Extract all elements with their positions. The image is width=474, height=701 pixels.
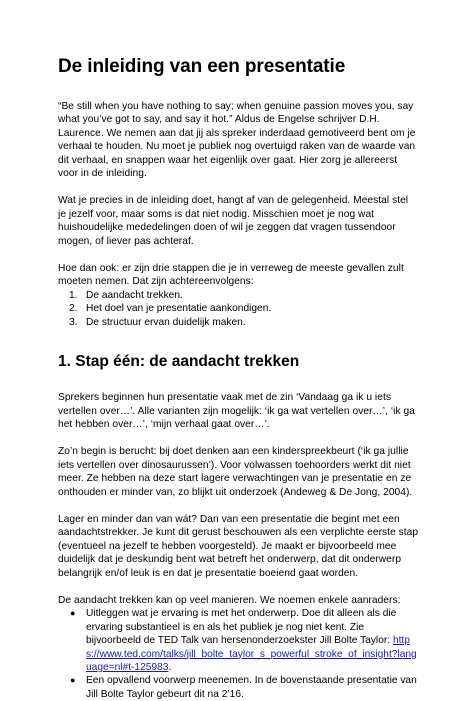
list-number: 2.: [69, 303, 78, 315]
ted-talk-link[interactable]: https://www.ted.com/talks/jill_bolte_taylor_s_powerful_stroke_of_insight?language=nl#t-125983: [86, 635, 417, 673]
page-title: De inleiding van een presentatie: [58, 56, 346, 77]
list-item: [58, 302, 419, 315]
list-item-text: De structuur ervan duidelijk maken.: [86, 316, 246, 328]
section-paragraph-2: Zo’n begin is berucht: bij doet denken aan een kinderspreekbeurt (‘ik ga jullie iets vertellen over dinosaurussen’). Voor volwassen toehoorders werkt dit niet meer. Ze hebben na deze start lagere verwachtingen van je presentatie en ze onthouden er minder van, zo blijkt uit onderzoek (Andeweg & De Jong, 2004).: [58, 446, 413, 498]
list-item-suffix: .: [168, 662, 172, 673]
intro-paragraph-2: Wat je precies in de inleiding doet, hangt af van de gelegenheid. Meestal stel je jezelf voor, maar soms is dat niet nodig. Misschien moet je nog wat huishoudelijke mededelingen doen of wil je zeggen dat vragen tussendoor mogen, of liever pas achteraf.: [58, 195, 409, 247]
list-item: [58, 289, 419, 302]
bullet-list: [58, 607, 419, 701]
intro-paragraph-3: Hoe dan ook: er zijn drie stappen die je in verreweg de meeste gevallen zult moeten nemen. Dat zijn achtereenvolgens:: [58, 263, 404, 288]
list-item: [58, 607, 419, 674]
list-number: 3.: [69, 316, 78, 328]
list-item-text: Het doel van je presentatie aankondigen.: [86, 303, 272, 315]
list-item-text: De aandacht trekken.: [86, 289, 183, 301]
section-heading: 1. Stap één: de aandacht trekken: [58, 353, 300, 371]
section-paragraph-3: Lager en minder dan van wát? Dan van een presentatie die begint met een aandachtstrekker. Je kunt dit gerust beschouwen als een verplichte eerste stap (eventueel na jezelf te hebben voorgesteld). Je maakt er bijvoorbeeld mee duidelijk dat je deskundig bent wat betreft het onderwerp, dat dit onderwerp belangrijk en/of leuk is en dat je presentatie boeiend gaat worden.: [58, 513, 419, 579]
list-number: 1.: [69, 289, 78, 301]
bullet-icon: ●: [70, 608, 76, 619]
bullet-icon: ●: [70, 675, 76, 686]
list-item: [58, 674, 419, 701]
section-paragraph-1: Sprekers beginnen hun presentatie vaak met de zin ‘Vandaag ga ik u iets vertellen over…’. Alle varianten zijn mogelijk: ‘ik ga wat vertellen over…’, ‘ik ga het hebben over…’, ‘mijn verhaal gaat over…’.: [58, 392, 415, 430]
list-item-text: Uitleggen wat je ervaring is met het onderwerp. Doe dit alleen als die ervaring substantieel is en als het publiek je nog niet kent. Zie bijvoorbeeld de TED Talk van hersenonderzoekster Jill Bolte Taylor:: [86, 608, 397, 647]
steps-list: [58, 289, 419, 329]
list-item: [58, 316, 419, 329]
section-paragraph-4: De aandacht trekken kan op veel manieren. We noemen enkele aanraders:: [58, 594, 401, 606]
intro-paragraph-1: “Be still when you have nothing to say; when genuine passion moves you, say what you’ve got to say, and say it hot.” Aldus de Engelse schrijver D.H. Laurence. We nemen aan dat jij als spreker inderdaad gemotiveerd bent om je verhaal te houden. Nu moet je publiek nog overtuigd raken van de waarde van dit verhaal, en snappen waar het eigenlijk over gaat. Hier zorg je allereerst voor in de inleiding.: [58, 101, 416, 180]
list-item-text: Een opvallend voorwerp meenemen. In de bovenstaande presentatie van Jill Bolte Taylor gebeurt dit na 2’16.: [86, 675, 417, 700]
